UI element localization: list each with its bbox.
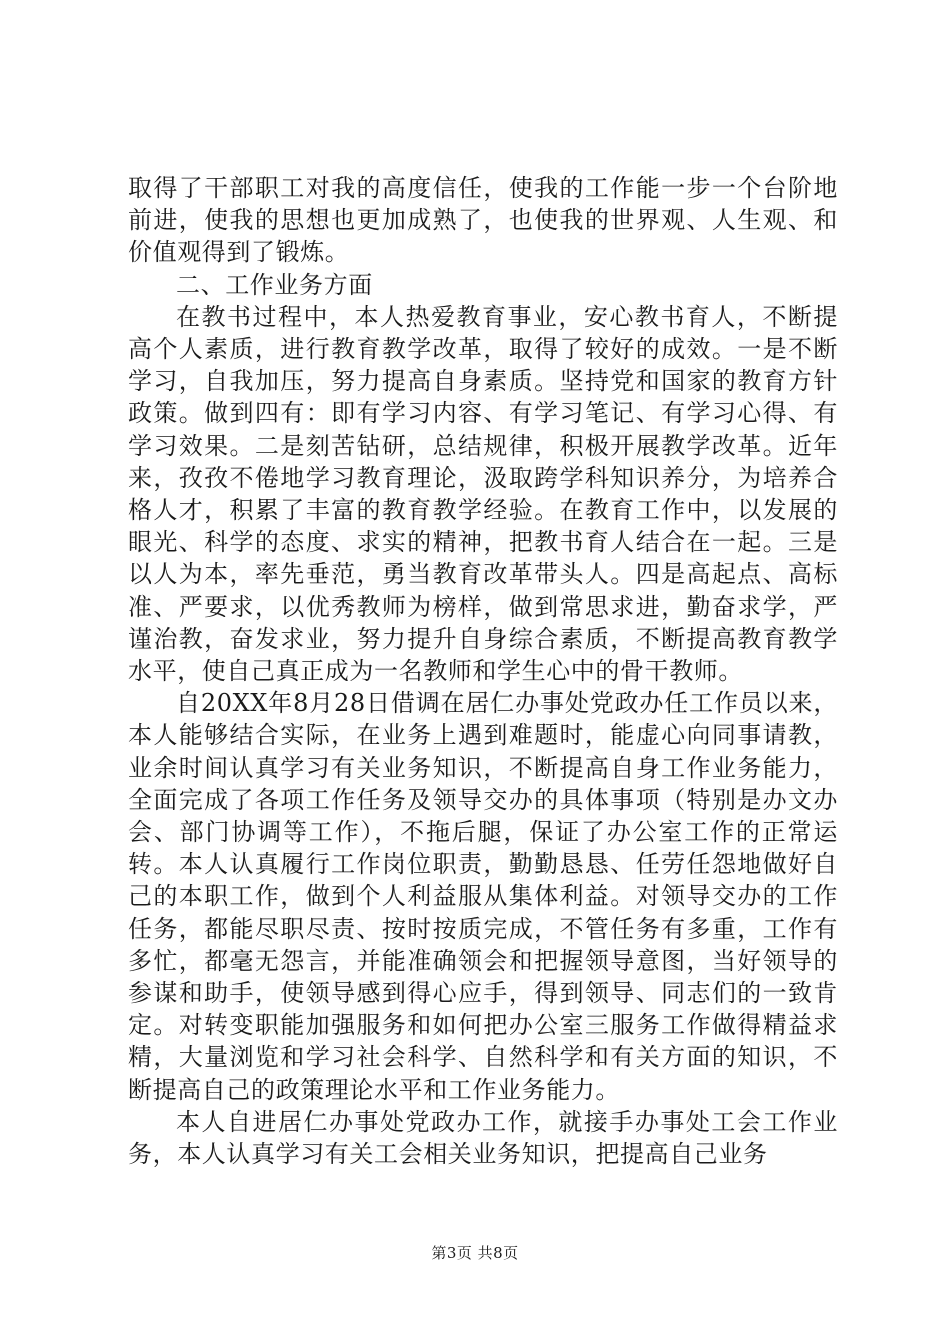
page-number-footer: 第3页 共8页 xyxy=(431,1244,519,1262)
paragraph-secondment: 自20XX年8月28日借调在居仁办事处党政办任工作员以来，本人能够结合实际，在业务上遇到难题时，能虚心向同事请教，业余时间认真学习有关业务知识，不断提高自身工作业务能力，全面完成了各项工作任务及领导交办的具体事项（特别是办文办会、部门协调等工作），不拖后腿，保证了办公室工作的正常运转。本人认真履行工作岗位职责，勤勤恳恳、任劳任怨地做好自己的本职工作，做到个人利益服从集体利益。对领导交办的工作任务，都能尽职尽责、按时按质完成，不管任务有多重，工作有多忙，都毫无怨言，并能准确领会和把握领导意图，当好领导的参谋和助手，使领导感到得心应手，得到领导、同志们的一致肯定。对转变职能加强服务和如何把办公室三服务工作做得精益求精，大量浏览和学习社会科学、自然科学和有关方面的知识，不断提高自己的政策理论水平和工作业务能力。 xyxy=(128,689,838,1104)
paragraph-union-work: 本人自进居仁办事处党政办工作，就接手办事处工会工作业务，本人认真学习有关工会相关业务知识，把提高自己业务 xyxy=(128,1107,838,1169)
document-body xyxy=(128,172,838,1170)
paragraph-continuation: 取得了干部职工对我的高度信任，使我的工作能一步一个台阶地前进，使我的思想也更加成熟了，也使我的世界观、人生观、和价值观得到了锻炼。 xyxy=(128,174,838,267)
section-heading: 二、工作业务方面 xyxy=(176,270,373,299)
paragraph-teaching: 在教书过程中，本人热爱教育事业，安心教书育人，不断提高个人素质，进行教育教学改革，取得了较好的成效。一是不断学习，自我加压，努力提高自身素质。坚持党和国家的教育方针政策。做到四有：即有学习内容、有学习笔记、有学习心得、有学习效果。二是刻苦钻研，总结规律，积极开展教学改革。近年来，孜孜不倦地学习教育理论，汲取跨学科知识养分，为培养合格人才，积累了丰富的教育教学经验。在教育工作中，以发展的眼光、科学的态度、求实的精神，把教书育人结合在一起。三是以人为本，率先垂范，勇当教育改革带头人。四是高起点、高标准、严要求，以优秀教师为榜样，做到常思求进，勤奋求学，严谨治教，奋发求业，努力提升自身综合素质，不断提高教育教学水平，使自己真正成为一名教师和学生心中的骨干教师。 xyxy=(128,302,838,686)
